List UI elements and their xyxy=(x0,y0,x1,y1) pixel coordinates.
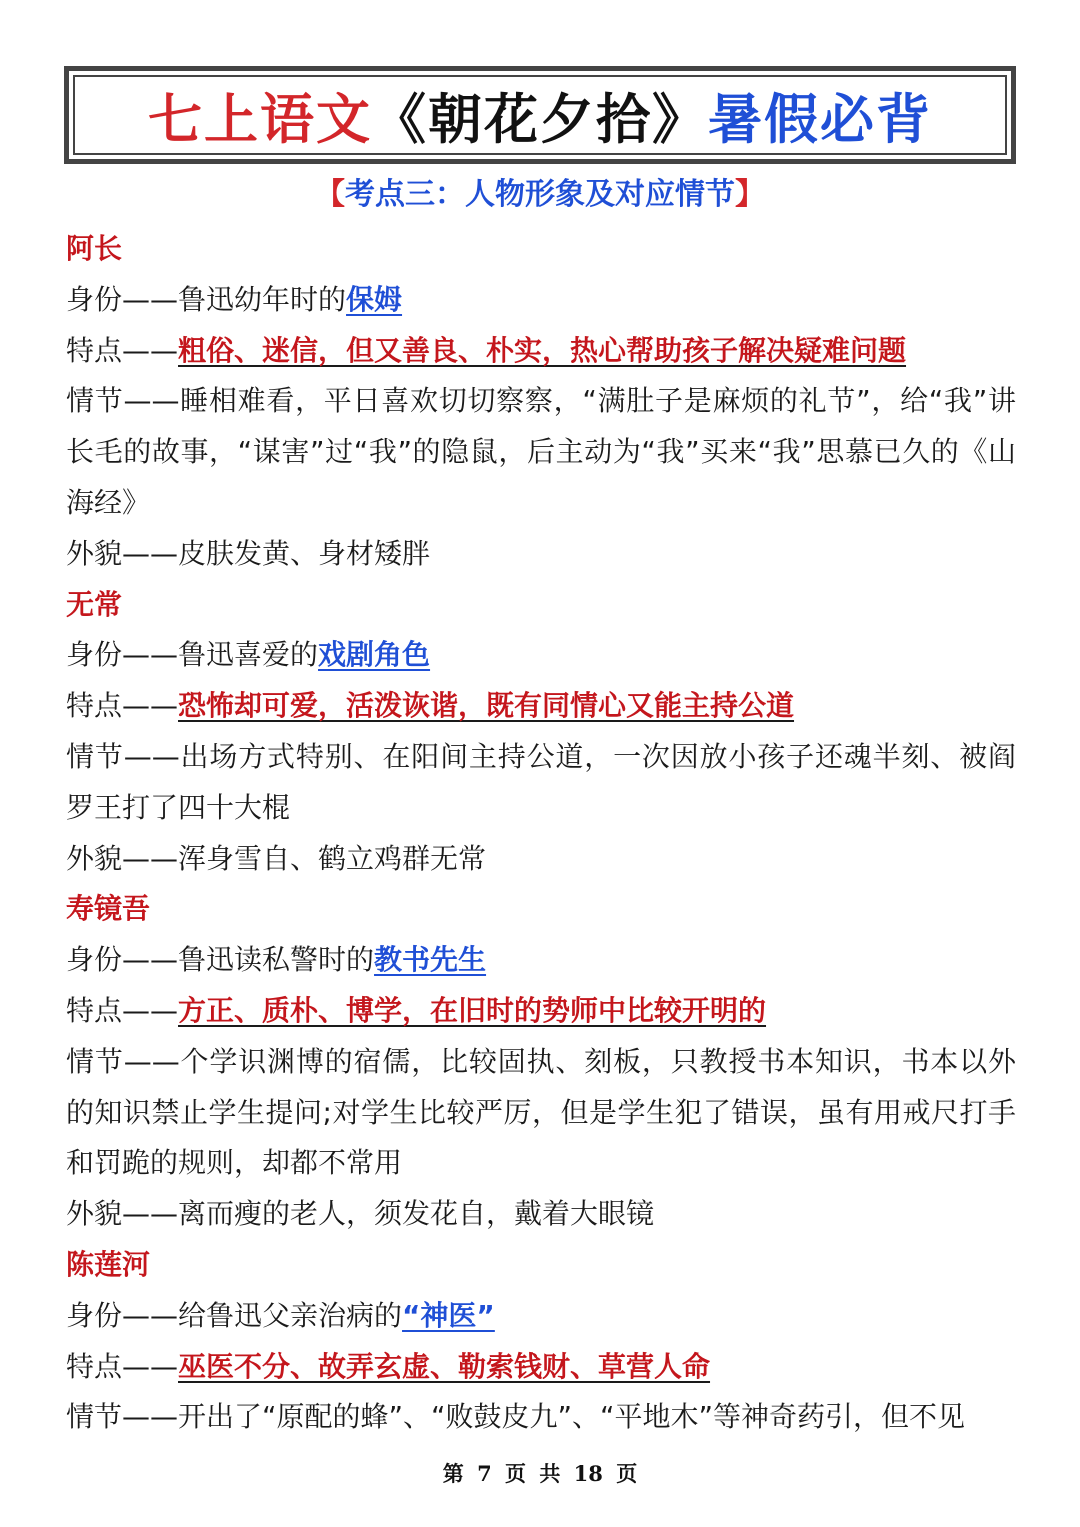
subtitle-text: 考点三：人物形象及对应情节 xyxy=(345,177,735,212)
title-part-summer: 暑假必背 xyxy=(708,86,932,151)
traits-line: 特点——方正、质朴、博学，在旧时的势师中比较开明的 xyxy=(66,993,767,1027)
identity-line: 身份——鲁迅喜爱的戏剧角色 xyxy=(66,638,431,672)
character-name: 寿镜吾 xyxy=(66,892,151,926)
identity-highlight: “神医” xyxy=(402,1298,495,1332)
traits-line: 特点——巫医不分、故弄玄虚、勒索钱财、草营人命 xyxy=(66,1349,711,1383)
plot-line: 情节——出场方式特别、在阳间主持公道，一次因放小孩子还魂半刻、被阎罗王打了四十大棍 xyxy=(66,739,1016,824)
appearance-line: 外貌——浑身雪自、鹤立鸡群无常 xyxy=(66,841,487,875)
identity-highlight: 保姆 xyxy=(346,282,403,316)
identity-highlight: 戏剧角色 xyxy=(318,638,431,672)
character-name: 无常 xyxy=(66,587,123,621)
appearance-line: 外貌——离而瘦的老人，须发花自，戴着大眼镜 xyxy=(66,1197,655,1231)
traits-highlight: 粗俗、迷信，但又善良、朴实，热心帮助孩子解决疑难问题 xyxy=(178,333,907,367)
total-page-number: 18 xyxy=(573,1461,603,1486)
traits-line: 特点——恐怖却可爱，活泼诙谐，既有同情心又能主持公道 xyxy=(66,689,795,723)
plot-line: 情节——个学识渊博的宿儒，比较固执、刻板，只教授书本知识，书本以外的知识禁止学生提问;对学生比较严厉，但是学生犯了错误，虽有用戒尺打手和罚跪的规则，却都不常用 xyxy=(66,1044,1016,1180)
traits-highlight: 恐怖却可爱，活泼诙谐，既有同情心又能主持公道 xyxy=(178,689,795,723)
identity-line: 身份——鲁迅幼年时的保姆 xyxy=(66,282,403,316)
traits-highlight: 方正、质朴、博学，在旧时的势师中比较开明的 xyxy=(178,993,767,1027)
traits-line: 特点——粗俗、迷信，但又善良、朴实，热心帮助孩子解决疑难问题 xyxy=(66,333,907,367)
title-part-book: 《朝花夕拾》 xyxy=(372,86,708,151)
page-footer: 第 7 页 共 18 页 xyxy=(442,1461,638,1486)
title-box xyxy=(64,66,1016,164)
title-part-grade: 七上语文 xyxy=(148,86,372,151)
current-page-number: 7 xyxy=(477,1461,492,1486)
identity-line: 身份——鲁迅读私警时的教书先生 xyxy=(66,943,487,977)
character-name: 陈莲河 xyxy=(66,1247,151,1281)
content xyxy=(66,224,1016,1443)
plot-line: 情节——睡相难看，平日喜欢切切察察，“满肚子是麻烦的礼节”，给“我”讲长毛的故事，“谋害”过“我”的隐鼠，后主动为“我”买来“我”思慕已久的《山海经》 xyxy=(66,384,1016,519)
identity-line: 身份——给鲁迅父亲治病的“神医” xyxy=(66,1298,495,1332)
subtitle-open-bracket: 【 xyxy=(315,177,345,212)
plot-line: 情节——开出了“原配的蜂”、“败鼓皮九”、“平地木”等神奇药引，但不见 xyxy=(66,1400,966,1434)
section-subtitle xyxy=(0,170,1080,220)
page-title xyxy=(73,75,1007,155)
subtitle-close-bracket: 】 xyxy=(735,177,765,212)
traits-highlight: 巫医不分、故弄玄虚、勒索钱财、草营人命 xyxy=(178,1349,711,1383)
appearance-line: 外貌——皮肤发黄、身材矮胖 xyxy=(66,536,431,570)
identity-highlight: 教书先生 xyxy=(374,943,487,977)
character-name: 阿长 xyxy=(66,232,123,265)
